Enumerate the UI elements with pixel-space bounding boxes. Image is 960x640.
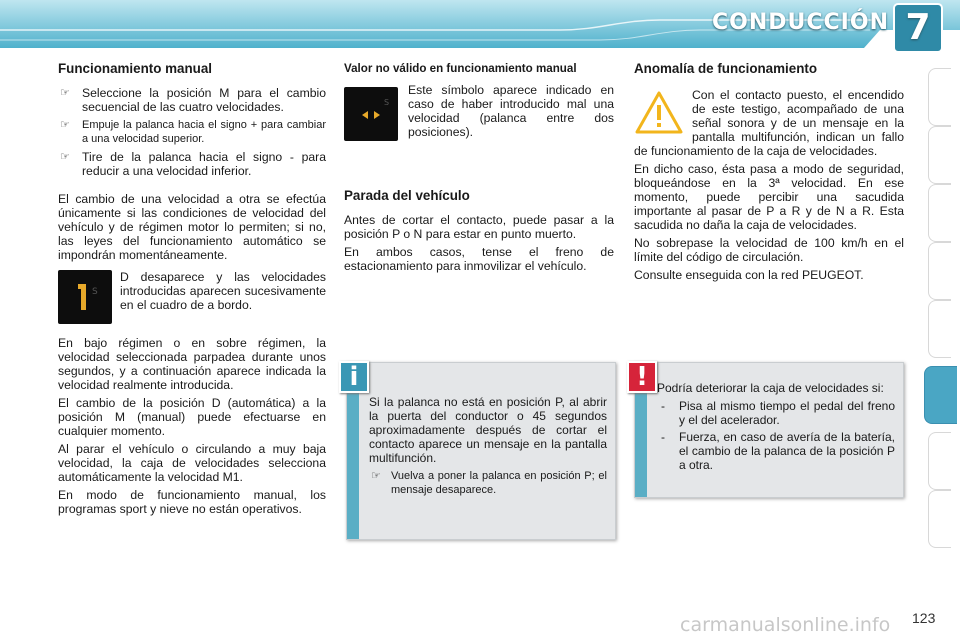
right-column <box>634 62 904 286</box>
chapter-tab[interactable] <box>928 68 951 126</box>
paragraph: El cambio de una velocidad a otra se efectúa únicamente si las condiciones de velocidad del vehículo y de régimen motor lo permiten; si no, las leyes del funcionamiento automático se impondrán momentáneamente. <box>58 192 326 262</box>
hand-pointer-icon: ☞ <box>60 151 70 163</box>
watermark: carmanualsonline.info <box>680 614 891 636</box>
exclamation-icon: ! <box>627 361 657 393</box>
list-item: ☞ Seleccione la posición M para el cambio secuencial de las cuatro velocidades. <box>60 86 326 114</box>
svg-text:S: S <box>384 98 390 107</box>
paragraph: Consulte enseguida con la red PEUGEOT. <box>634 268 864 282</box>
paragraph: En modo de funcionamiento manual, los programas sport y nieve no están operativos. <box>58 488 326 516</box>
list-item: - Fuerza, en caso de avería de la batería, el cambio de la palanca de la posición P a otra. <box>661 430 895 472</box>
chapter-tab[interactable] <box>928 300 951 358</box>
section-title-stop: Parada del vehículo <box>344 188 470 203</box>
info-note-box <box>346 362 616 540</box>
paragraph: Antes de cortar el contacto, puede pasar a la posición P o N para estar en punto muerto. <box>344 213 614 241</box>
paragraph: Si la palanca no está en posición P, al abrir la puerta del conductor o 45 segundos aproximadamente después de cortar el contacto aparece un mensaje en la pantalla multifunción. <box>369 395 607 465</box>
chapter-title: CONDUCCIÓN <box>712 10 889 35</box>
chapter-number: 7 <box>905 7 931 48</box>
chapter-tab[interactable] <box>928 126 951 184</box>
warning-note-box <box>634 362 904 498</box>
info-note-body <box>369 395 607 501</box>
paragraph: El cambio de la posición D (automática) a la posición M (manual) puede efectuarse en cualquier momento. <box>58 396 326 438</box>
list-item: ☞ Empuje la palanca hacia el signo + para cambiar a una velocidad superior. <box>60 119 326 145</box>
list-item: ☞ Vuelva a poner la palanca en posición P; el mensaje desaparece. <box>371 470 607 496</box>
list-item: - Pisa al mismo tiempo el pedal del freno y el del acelerador. <box>661 399 895 427</box>
paragraph: Al parar el vehículo o circulando a muy baja velocidad, la caja de velocidades selecciona automáticamente la velocidad M1. <box>58 442 326 484</box>
paragraph: En ambos casos, tense el freno de estacionamiento para inmovilizar el vehículo. <box>344 245 614 273</box>
chapter-tab[interactable] <box>928 184 951 242</box>
chapter-tab[interactable] <box>928 490 951 548</box>
section-title-invalid-value: Valor no válido en funcionamiento manual <box>344 62 577 75</box>
middle-column <box>344 62 614 277</box>
section-title-manual: Funcionamiento manual <box>58 61 213 76</box>
paragraph: En dicho caso, ésta pasa a modo de seguridad, bloqueándose en la 3ª velocidad. En ese momento, puede percibir una sacudida importante al pasar de P a R y de N a R. Esta sacudida no daña la caja de velocidades. <box>634 162 904 232</box>
warning-note-body <box>657 381 895 475</box>
svg-text:S: S <box>92 287 98 297</box>
chapter-tab[interactable] <box>928 432 951 490</box>
chapter-tab-active[interactable] <box>924 366 957 424</box>
hand-pointer-icon: ☞ <box>371 470 381 482</box>
chapter-tabs <box>928 68 960 576</box>
invalid-gear-icon <box>344 87 398 141</box>
section-title-anomaly: Anomalía de funcionamiento <box>634 61 818 76</box>
paragraph: Podría deteriorar la caja de velocidades si: <box>657 381 884 395</box>
paragraph: D desaparece y las velocidades introducidas aparecen sucesivamente en el cuadro de a bordo. <box>120 270 326 312</box>
paragraph: En bajo régimen o en sobre régimen, la velocidad seleccionada parpadea durante unos segundos, y a continuación aparece indicada la velocidad realmente introducida. <box>58 336 326 392</box>
hand-pointer-icon: ☞ <box>60 119 70 131</box>
paragraph: Con el contacto puesto, el encendido de este testigo, acompañado de una señal sonora y de un mensaje en la pantalla multifunción, indican un fallo de funcionamiento de la caja de velocidades. <box>634 88 904 158</box>
warning-triangle-icon <box>634 90 684 136</box>
chapter-tab[interactable] <box>928 242 951 300</box>
left-column <box>58 62 326 520</box>
paragraph: Este símbolo aparece indicado en caso de haber introducido mal una velocidad (palanca entre dos posiciones). <box>408 83 614 139</box>
hand-pointer-icon: ☞ <box>60 87 70 99</box>
info-icon: i <box>339 361 369 393</box>
list-item: ☞ Tire de la palanca hacia el signo - para reducir a una velocidad inferior. <box>60 150 326 178</box>
paragraph: No sobrepase la velocidad de 100 km/h en el límite del código de circulación. <box>634 236 904 264</box>
gear-display-icon <box>58 270 112 324</box>
page-number: 123 <box>912 610 936 626</box>
